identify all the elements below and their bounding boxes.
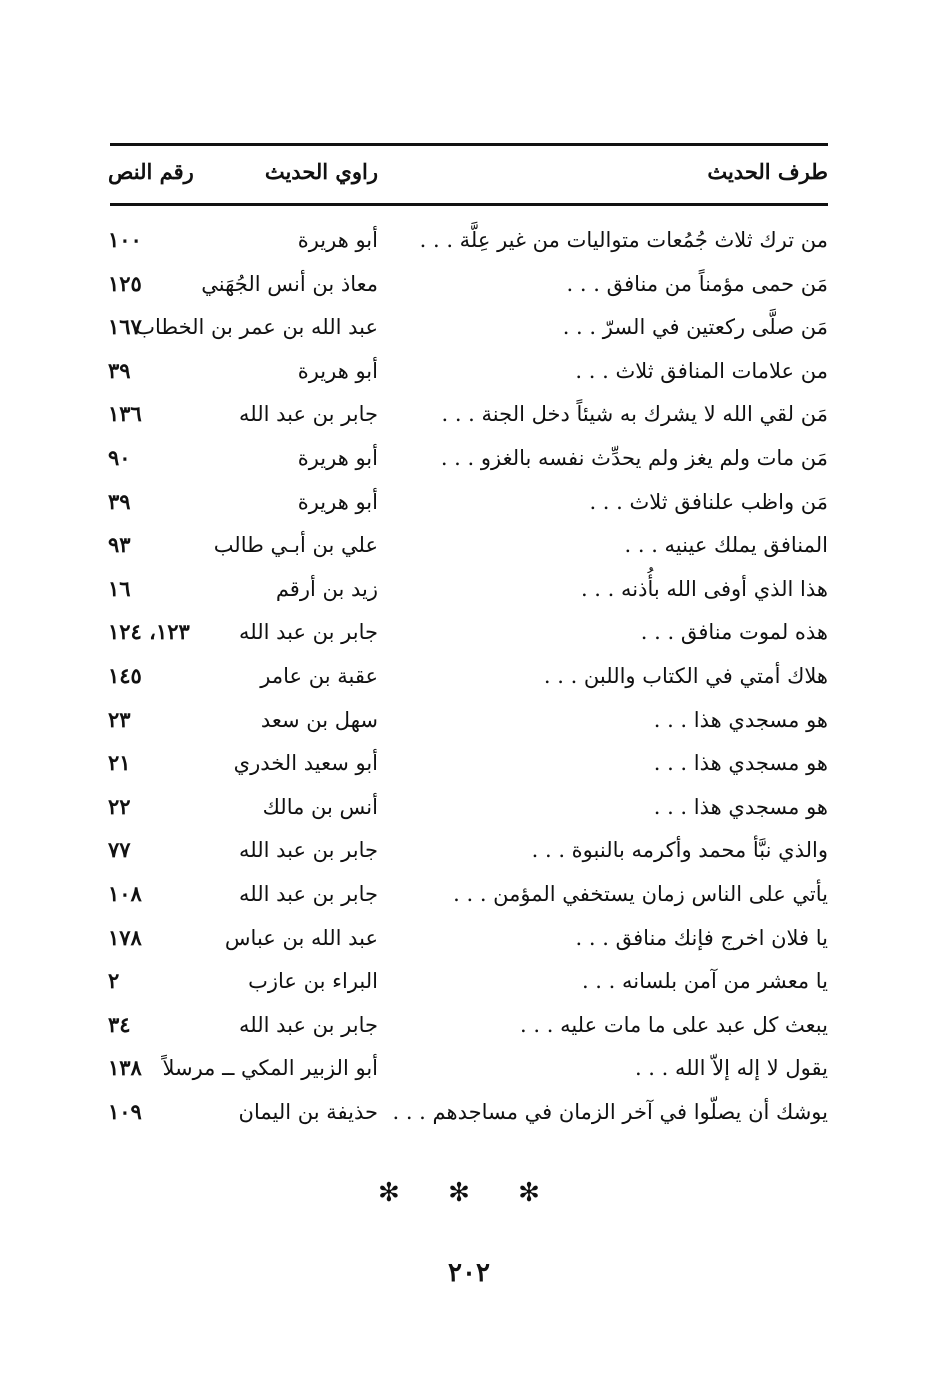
hadith-narrator: عبد الله بن عمر بن الخطاب bbox=[135, 315, 378, 340]
text-number: ١٠٨ bbox=[108, 880, 142, 906]
hadith-narrator: أنس بن مالك bbox=[262, 794, 378, 819]
hadith-opening: يا معشر من آمن بلسانه . . . bbox=[581, 969, 828, 994]
text-number: ٧٧ bbox=[108, 837, 131, 863]
hadith-opening: مَن واظب علنافق ثلاث . . . bbox=[589, 489, 828, 514]
hadith-opening: مَن لقي الله لا يشرك به شيئاً دخل الجنة . . . bbox=[441, 402, 828, 427]
table-row bbox=[0, 569, 938, 613]
hadith-opening: من ترك ثلاث جُمُعات متواليات من غير عِلَّة . . . bbox=[419, 228, 828, 252]
top-rule bbox=[110, 143, 828, 146]
hadith-opening: هذه لموت منافق . . . bbox=[640, 620, 828, 645]
section-separator-stars: ✻ ✻ ✻ bbox=[378, 1178, 560, 1208]
hadith-index-table bbox=[0, 220, 938, 1135]
text-number: ١٣٦ bbox=[108, 401, 142, 427]
hadith-opening: مَن حمى مؤمناً من منافق . . . bbox=[566, 271, 828, 296]
hadith-narrator: أبو سعيد الخدري bbox=[233, 751, 378, 776]
text-number: ٣٩ bbox=[108, 357, 131, 383]
table-row bbox=[0, 700, 938, 744]
table-row bbox=[0, 220, 938, 264]
hadith-opening: هلاك أمتي في الكتاب واللبن . . . bbox=[543, 663, 828, 688]
hadith-narrator: البراء بن عازب bbox=[248, 969, 378, 994]
hadith-opening: مَن مات ولم يغز ولم يحدِّث نفسه بالغزو . . . bbox=[440, 445, 828, 470]
hadith-narrator: سهل بن سعد bbox=[260, 707, 378, 732]
hadith-narrator: أبو هريرة bbox=[297, 358, 378, 383]
text-number: ٣٩ bbox=[108, 488, 131, 514]
table-row bbox=[0, 743, 938, 787]
table-row bbox=[0, 482, 938, 526]
table-row bbox=[0, 1048, 938, 1092]
text-number: ١٤٥ bbox=[108, 662, 142, 688]
text-number: ١٣٨ bbox=[108, 1055, 142, 1081]
text-number: ٩٠ bbox=[108, 444, 131, 470]
column-header-text-number: رقم النص bbox=[108, 159, 194, 184]
hadith-narrator: زيد بن أرقم bbox=[275, 576, 378, 601]
table-row bbox=[0, 918, 938, 962]
table-row bbox=[0, 1005, 938, 1049]
text-number: ١٠٠ bbox=[108, 227, 142, 252]
hadith-opening: يأتي على الناس زمان يستخفي المؤمن . . . bbox=[453, 881, 828, 906]
hadith-narrator: عقبة بن عامر bbox=[260, 663, 378, 688]
hadith-narrator: علي بن أبـي طالب bbox=[213, 533, 378, 558]
page-number: ٢٠٢ bbox=[448, 1258, 490, 1288]
text-number: ١٢٣، ١٢٤ bbox=[108, 619, 190, 645]
table-row bbox=[0, 830, 938, 874]
table-row bbox=[0, 351, 938, 395]
hadith-opening: هو مسجدي هذا . . . bbox=[653, 794, 828, 819]
column-header-narrator: راوي الحديث bbox=[264, 159, 378, 184]
hadith-narrator: جابر بن عبد الله bbox=[238, 402, 378, 427]
hadith-narrator: حذيفة بن اليمان bbox=[238, 1099, 378, 1124]
text-number: ٩٣ bbox=[108, 532, 131, 558]
text-number: ٢ bbox=[108, 968, 120, 994]
hadith-narrator: أبو هريرة bbox=[297, 445, 378, 470]
text-number: ١٦ bbox=[108, 575, 131, 601]
hadith-narrator: عبد الله بن عباس bbox=[224, 925, 378, 950]
text-number: ٢٣ bbox=[108, 706, 131, 732]
table-row bbox=[0, 394, 938, 438]
hadith-narrator: جابر بن عبد الله bbox=[238, 881, 378, 906]
table-row bbox=[0, 874, 938, 918]
hadith-narrator: معاذ بن أنس الجُهَني bbox=[201, 271, 378, 296]
table-row bbox=[0, 525, 938, 569]
hadith-narrator: أبو هريرة bbox=[297, 489, 378, 514]
hadith-opening: والذي نبَّأ محمد وأكرمه بالنبوة . . . bbox=[531, 838, 828, 863]
hadith-opening: من علامات المنافق ثلاث . . . bbox=[575, 358, 828, 383]
hadith-narrator: جابر بن عبد الله bbox=[238, 838, 378, 863]
hadith-opening: يقول لا إله إلاّ الله . . . bbox=[634, 1056, 828, 1081]
table-row bbox=[0, 264, 938, 308]
hadith-opening: المنافق يملك عينيه . . . bbox=[624, 533, 828, 558]
text-number: ١٦٧ bbox=[108, 314, 142, 340]
text-number: ١٢٥ bbox=[108, 270, 142, 296]
table-row bbox=[0, 787, 938, 831]
hadith-opening: مَن صلَّى ركعتين في السرّ . . . bbox=[562, 315, 828, 340]
hadith-opening: يوشك أن يصلّوا في آخر الزمان في مساجدهم . . . bbox=[392, 1099, 828, 1124]
table-row bbox=[0, 307, 938, 351]
text-number: ٢٢ bbox=[108, 793, 131, 819]
hadith-narrator: جابر بن عبد الله bbox=[238, 620, 378, 645]
hadith-narrator: أبو هريرة bbox=[297, 228, 378, 252]
text-number: ٢١ bbox=[108, 750, 131, 776]
text-number: ١٠٩ bbox=[108, 1098, 142, 1124]
hadith-narrator: جابر بن عبد الله bbox=[238, 1012, 378, 1037]
table-row bbox=[0, 656, 938, 700]
column-header-hadith: طرف الحديث bbox=[707, 159, 828, 184]
hadith-opening: هذا الذي أوفى الله بأُذنه . . . bbox=[580, 576, 828, 601]
hadith-opening: يا فلان اخرج فإنك منافق . . . bbox=[575, 925, 828, 950]
table-row bbox=[0, 612, 938, 656]
hadith-narrator: أبو الزبير المكي ــ مرسلاً bbox=[162, 1056, 378, 1081]
hadith-opening: يبعث كل عبد على ما مات عليه . . . bbox=[520, 1012, 828, 1037]
table-row bbox=[0, 961, 938, 1005]
hadith-opening: هو مسجدي هذا . . . bbox=[653, 751, 828, 776]
table-row bbox=[0, 438, 938, 482]
hadith-opening: هو مسجدي هذا . . . bbox=[653, 707, 828, 732]
table-row bbox=[0, 1092, 938, 1136]
header-rule bbox=[110, 203, 828, 206]
text-number: ١٧٨ bbox=[108, 924, 142, 950]
text-number: ٣٤ bbox=[108, 1011, 131, 1037]
